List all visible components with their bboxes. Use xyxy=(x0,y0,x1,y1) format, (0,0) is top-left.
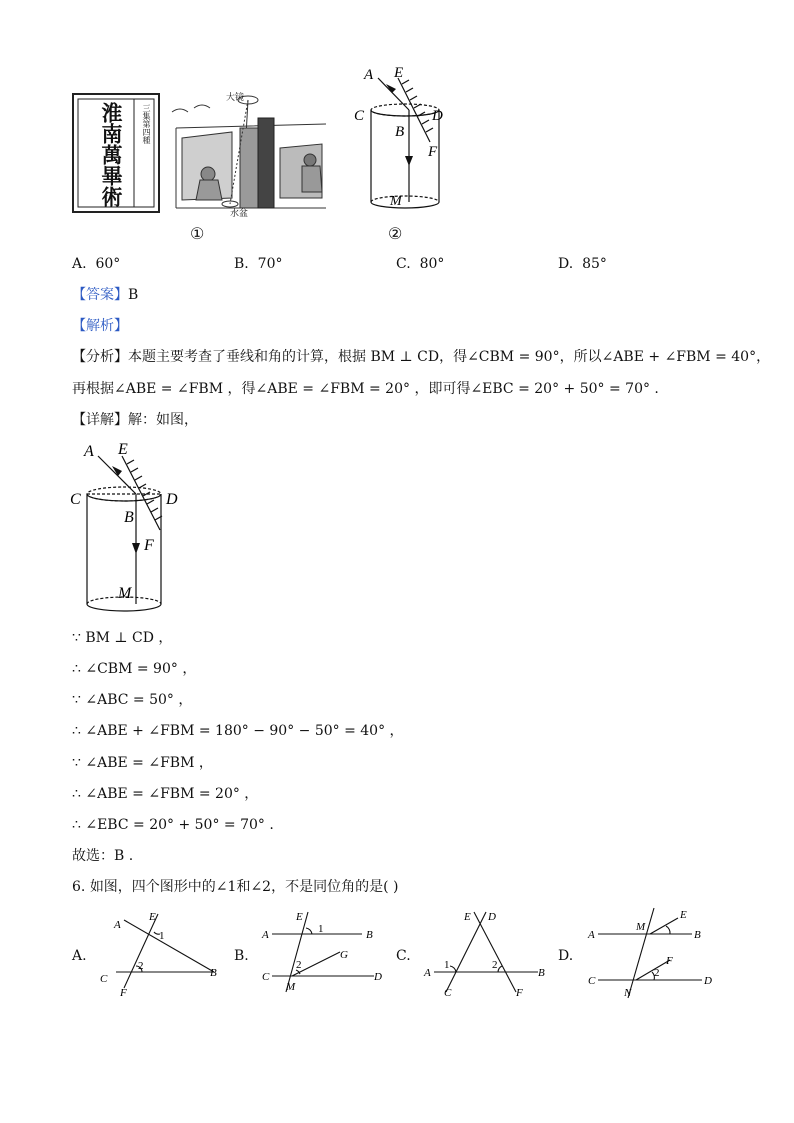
question-6-text: 如图，四个图形中的∠1和∠2，不是同位角的是( ) xyxy=(89,879,399,895)
detail-step-2: ∴ ∠CBM = 90° ， xyxy=(72,661,197,677)
analysis-text-1: 本题主要考查了垂线和角的计算，根据 BM ⊥ CD，得∠CBM = 90°，所以∠ABE + ∠FBM = 40°， xyxy=(128,349,771,365)
analysis-line-1 xyxy=(72,347,770,367)
q6c-D: D xyxy=(488,911,496,923)
q6d-A: A xyxy=(588,929,595,941)
q6c-F: F xyxy=(516,987,523,999)
q6d-two: 2 xyxy=(654,967,660,979)
q6-choice-c[interactable]: C. xyxy=(396,948,411,964)
q6c-two: 2 xyxy=(492,959,498,971)
q6b-A: A xyxy=(262,929,269,941)
figure-cylinder-detail xyxy=(68,438,188,618)
q6d-E: E xyxy=(680,909,687,921)
woodcut-label-basin: 水盆 xyxy=(230,209,249,219)
detail-point-C: C xyxy=(70,491,81,508)
question-6-number: 6. xyxy=(72,879,86,895)
detail-point-F: F xyxy=(144,537,154,554)
question-6 xyxy=(72,877,398,897)
option-d[interactable] xyxy=(558,254,607,274)
detail-point-A: A xyxy=(84,443,94,460)
q6d-M: M xyxy=(636,921,646,933)
fig2-point-E: E xyxy=(394,65,404,81)
detail-step-6: ∴ ∠ABE = ∠FBM = 20° ， xyxy=(72,786,259,802)
q6a-E: E xyxy=(149,911,156,923)
book-subtitle-vertical: 三集第四種 xyxy=(142,104,151,144)
option-c-letter: C. xyxy=(396,256,411,272)
detail-point-M: M xyxy=(118,585,132,602)
analysis-sub-tag: 【分析】 xyxy=(72,349,128,365)
q6a-F: F xyxy=(120,987,127,999)
q6d-D: D xyxy=(704,975,712,987)
q6d-F: F xyxy=(666,955,673,967)
q6-figure-a xyxy=(96,904,226,1000)
option-a[interactable] xyxy=(72,254,120,274)
detail-step-5: ∵ ∠ABE = ∠FBM ， xyxy=(72,755,213,771)
q6a-one: 1 xyxy=(159,930,165,942)
detail-point-B: B xyxy=(124,509,134,526)
q6-figure-d xyxy=(582,904,718,1000)
fig2-point-F: F xyxy=(428,144,438,160)
detail-line xyxy=(72,410,198,430)
q6b-C: C xyxy=(262,971,270,983)
option-a-letter: A. xyxy=(72,256,87,272)
option-c[interactable] xyxy=(396,254,444,274)
q6a-B: B xyxy=(210,967,217,979)
q6d-C: C xyxy=(588,975,596,987)
q6b-M: M xyxy=(286,981,296,993)
q6c-A: A xyxy=(424,967,431,979)
detail-step-3: ∵ ∠ABC = 50° ， xyxy=(72,692,193,708)
q6b-E: E xyxy=(296,911,303,923)
figure-woodcut xyxy=(72,88,326,219)
detail-intro: 解：如图， xyxy=(128,412,198,428)
q6b-B: B xyxy=(366,929,373,941)
q6d-N: N xyxy=(624,987,632,999)
q6a-C: C xyxy=(100,973,108,985)
detail-point-E: E xyxy=(118,441,128,458)
option-c-value: 80° xyxy=(419,256,445,272)
q6b-G: G xyxy=(340,949,348,961)
answer-value: B xyxy=(128,287,139,303)
q6c-C: C xyxy=(444,987,452,999)
detail-step-4: ∴ ∠ABE + ∠FBM = 180° − 90° − 50° = 40° ， xyxy=(72,723,404,739)
book-title-vertical: 淮南萬畢術 xyxy=(99,102,124,207)
q6-choice-a[interactable]: A. xyxy=(72,948,87,964)
woodcut-label-mirror: 大镜 xyxy=(226,93,245,103)
analysis-tag: 【解析】 xyxy=(72,318,128,334)
fig2-point-D: D xyxy=(432,108,443,124)
detail-tag: 【详解】 xyxy=(72,412,128,428)
q6c-B: B xyxy=(538,967,545,979)
option-b-value: 70° xyxy=(257,256,283,272)
q6-figure-b xyxy=(256,904,392,1000)
figure-2-label: ② xyxy=(388,224,403,243)
detail-step-7: ∴ ∠EBC = 20° + 50° = 70° . xyxy=(72,817,274,833)
fig2-point-C: C xyxy=(354,108,365,124)
option-d-letter: D. xyxy=(558,256,574,272)
q6c-one: 1 xyxy=(444,959,450,971)
option-d-value: 85° xyxy=(582,256,607,272)
option-a-value: 60° xyxy=(95,256,121,272)
q6-choice-b[interactable]: B. xyxy=(234,948,249,964)
q6b-one: 1 xyxy=(318,923,324,935)
answer-line xyxy=(72,285,138,305)
q6-choice-d[interactable]: D. xyxy=(558,948,574,964)
figure-1-label: ① xyxy=(190,224,205,243)
fig2-point-A: A xyxy=(364,67,374,83)
q6b-two: 2 xyxy=(296,959,302,971)
fig2-point-B: B xyxy=(395,124,405,140)
option-b-letter: B. xyxy=(234,256,249,272)
q6b-D: D xyxy=(374,971,382,983)
analysis-line-2: 再根据∠ABE = ∠FBM ，得∠ABE = ∠FBM = 20° ，即可得∠EBC = 20° + 50° = 70° . xyxy=(72,381,659,397)
q6-figure-c xyxy=(420,904,556,1000)
q6d-B: B xyxy=(694,929,701,941)
q6c-E: E xyxy=(464,911,471,923)
figure-cylinder-top xyxy=(348,62,458,220)
fig2-point-M: M xyxy=(390,194,402,209)
q6a-two: 2 xyxy=(138,960,144,972)
detail-point-D: D xyxy=(166,491,178,508)
q6a-A: A xyxy=(114,919,121,931)
option-b[interactable] xyxy=(234,254,282,274)
detail-step-1: ∵ BM ⊥ CD ， xyxy=(72,630,173,646)
detail-conclusion: 故选：B . xyxy=(72,848,134,864)
answer-tag: 【答案】 xyxy=(72,287,128,303)
